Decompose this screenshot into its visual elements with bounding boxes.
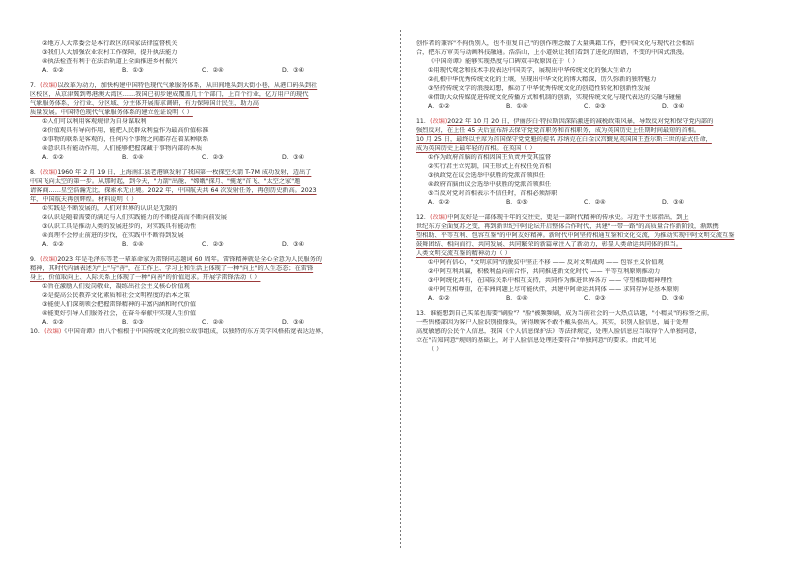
answer-item: ④真理不会停止前进的步伐，在实践中不断得到发展 <box>42 231 184 239</box>
answer-options <box>416 199 764 208</box>
option-a[interactable]: A．①② <box>42 318 64 326</box>
question-text: 一些售楼部因为客户人脸识别摄像头，害得顾客不敢不戴头套出入。其实，识别人脸信息，属于处理 <box>416 318 689 326</box>
answer-item: ④执法检查有利于在法治轨道上全面推进乡村振兴 <box>42 57 178 65</box>
question-text: 气象服务体系，分行业、分区域、分主体开展需求调研，有力保障国计民生，助力高 <box>30 99 259 107</box>
option-d[interactable]: D．③④ <box>662 294 685 302</box>
answer-item: ③坚持传统文学的浪漫幻想，推动了中华优秀传统文化的创造性转化和创新性发展 <box>428 84 651 92</box>
answer-options <box>30 67 378 76</box>
answer-item: ②实行君主立宪制，国王形式上有权任免首相 <box>428 162 552 170</box>
option-a[interactable]: A．①② <box>42 153 64 161</box>
question-number: 9． <box>30 255 41 263</box>
answer-item: ②是提高公民教养文化素质和社会文明程度的治本之策 <box>42 291 190 299</box>
option-b[interactable]: B．①③ <box>122 66 144 74</box>
question-8 <box>30 169 378 250</box>
question-text: 中阿友好是一部体现千年的交往史，更是一部时代精神的传承史。习近平主席指出，到上 <box>447 213 689 221</box>
option-d[interactable]: D．③④ <box>282 240 305 248</box>
question-number: 8． <box>30 168 41 176</box>
answer-item: ③能使人们深刻领会把握雷锋精神的丰富内涵和时代价值 <box>42 300 197 308</box>
question-tag: (改编) <box>40 168 58 176</box>
question-10-start <box>30 328 378 337</box>
answer-item: ①人们可以利用客观规律为自身谋取利 <box>42 117 147 125</box>
answer-item: ③我们人大加强农业农村工作保障，提升执法能力 <box>42 48 178 56</box>
question-text: 以改革为动力，加快构建中国特色现代气象服务体系，从田间地头到大街小巷，从港口码头到社 <box>57 81 318 89</box>
option-b[interactable]: B．①⑤ <box>506 198 528 206</box>
option-a[interactable]: A．①② <box>428 294 450 302</box>
question-number: 13． <box>416 309 431 317</box>
answer-item: ④能更好引导人们服务社会，在奋斗奉献中实现人生价值 <box>42 309 197 317</box>
question-text: 质量发展。中国特色现代气象服务体系的建立佐证说明（ ） <box>30 108 193 116</box>
question-text: 身上，价值取向上、人际关系上体现了一种"向善"的价值追求。开展学雷锋活动（ ） <box>30 273 261 281</box>
question-11 <box>416 118 764 208</box>
question-text: （ ） <box>428 345 443 353</box>
answer-item: ③执政党在议会选举中获胜的党派首领担任 <box>428 171 545 179</box>
question-text: 1960 年 2 月 19 日，上海南汇县老港镇发射了我国第一枚探空火箭 T-7M 成功发射，迈出了 <box>57 168 312 176</box>
option-c[interactable]: C．②③ <box>202 240 224 248</box>
option-c[interactable]: C．②④ <box>584 198 606 206</box>
answer-item: ③事物的联系是客观的，任何内个事物之间都存在着某种联系 <box>42 135 209 143</box>
question-7 <box>30 82 378 163</box>
answer-item: ④中阿互相尊重，在非洲问题上尽可能伙伴，共建中阿命运共同体 —— 求同存异是基本原则 <box>428 285 679 293</box>
answer-item: ②价值观具有导向作用，能把人民群众利益作为最高价值标准 <box>42 126 209 134</box>
answer-item: ③中阿统化共有，在国际关系中相互支持，共同作为推进世界各方 —— 守望相助精神理性 <box>428 276 673 284</box>
answer-item: ③认识工具是推动人类的发展进步的，对实践具有能动性 <box>42 222 197 230</box>
question-tag: (改编) <box>430 117 448 125</box>
question-12 <box>416 214 764 304</box>
question-number: 7． <box>30 81 41 89</box>
left-column <box>30 40 378 337</box>
answer-item: ②地方人大常委会是本行政区的国家法律监督机关 <box>42 40 178 47</box>
option-a[interactable]: A．①② <box>428 198 450 206</box>
option-d[interactable]: D．③④ <box>662 198 685 206</box>
answer-options <box>30 319 378 328</box>
option-a[interactable]: A．①② <box>42 66 64 74</box>
question-tag: (改编) <box>44 327 62 335</box>
option-d[interactable]: D．③④ <box>662 102 685 110</box>
question-text: 创作者的兼容"不拘伪别人，也不重复自己"的创作理念做了大量典籍工作，把中国文化与现代社会相结 <box>416 40 694 47</box>
option-b[interactable]: B．①④ <box>506 294 528 302</box>
question-text: 2022 年 10 月 20 日，伊丽莎白·特拉斯因深陷激进的减税政策风暴，导致反对党和保守党内部的 <box>447 117 714 125</box>
option-b[interactable]: B．①④ <box>122 240 144 248</box>
right-column <box>416 40 764 354</box>
answer-item: ⑤当反对党对首相表示不信任时，首相必须辞职 <box>428 189 558 197</box>
question-text: 立在"告知同意"规则的基础上，对于人脸信息处理还要符合"单独同意"的要求。由此可见 <box>416 336 657 344</box>
question-number: 11． <box>416 117 431 125</box>
question-text: 高度敏感的公民个人信息，我国《个人信息保护法》等法律规定，处理人脸信息应当取得个人单独同意， <box>416 327 701 335</box>
option-c[interactable]: C．②③ <box>584 102 606 110</box>
column-divider <box>400 30 401 550</box>
question-text: 请客商……星空浩瀚无比，探索永无止境。2022 年，中国航天共 64 次发射任务，再创历史新高。2023 <box>30 186 317 194</box>
question-text: 人类文明交流互鉴的精神动力（ ） <box>416 249 511 257</box>
question-tag: (改编) <box>430 213 448 221</box>
question-tag: (改编) <box>40 255 58 263</box>
option-c[interactable]: C．②④ <box>202 66 224 74</box>
answer-options <box>30 154 378 163</box>
option-c[interactable]: C．②④ <box>202 318 224 326</box>
option-d[interactable]: D．③④ <box>282 66 305 74</box>
answer-item: ②扎根中华优秀传统文化的土壤，呈现出中华文化的博大精深，历久弥新的独特魅力 <box>428 75 657 83</box>
question-text: 成为英国历史上最年轻的首相。在英国（ ） <box>416 144 536 152</box>
answer-item: ①中阿有信心，"文明求同"的脱贫中坚正不移 —— 反对文明战阀 —— 包容主义价值观 <box>428 258 664 266</box>
question-text: 《中国奇谭》能够实现热度与口碑双丰收原因在于（ ） <box>428 57 579 65</box>
answer-item: ②中阿互利共赢，积极利益向前合作，共同推进新文化时代 —— 平等互利原则推动力 <box>428 267 661 275</box>
option-a[interactable]: A．①② <box>42 240 64 248</box>
answer-options <box>416 295 764 304</box>
answer-item: ①用现代观念和技术手段表达中国美学，展现出中华传统文化的强大生命力 <box>428 66 632 74</box>
answer-item: ①作为政府首脑的首相因国王负责并受其监督 <box>428 153 552 161</box>
answer-item: ④意识具有能动作用，人们能够把握深藏于事物内部的本质 <box>42 144 203 152</box>
question-text: 世纪东方全面复苏之变，再到新世纪中阿论坛开启整体合作时代，共建"一带一路"的高质量合作新阶段，渐默携 <box>416 222 719 230</box>
question-number: 12． <box>416 213 431 221</box>
question-9 <box>30 256 378 328</box>
answer-item: ④政府首脑由议会选举中获胜的党派首领担任 <box>428 180 552 188</box>
answer-item: ①旨在激励人们爱岗敬业，凝练出社会主义核心价值观 <box>42 282 190 290</box>
question-tag: (改编) <box>40 81 58 89</box>
option-a[interactable]: A．①② <box>428 102 450 110</box>
question-text: 《中国奇谭》由八个植根于中国传统文化的独立故事组成，以独特的东方美学风格拓宽表达边界， <box>61 327 328 335</box>
question-13 <box>416 310 764 355</box>
answer-item: ①实践是不断发展的，人们对世界的认识是无限的 <box>42 204 178 212</box>
option-b[interactable]: B．①④ <box>122 153 144 161</box>
option-c[interactable]: C．②③ <box>584 294 606 302</box>
question-text: 望相助、平等互利、包容互鉴"的中阿友好精神。新时代中阿坚持相通互鉴和文化交流，为推动实现中阿文明交流互鉴 <box>416 231 735 239</box>
question-text: 合，把东方审美与动画科技融通。浩浩山，上小道妖让我们看到了进化的图谱，不变的中国式浪漫。 <box>416 48 689 56</box>
answer-item: ④借助大众传媒促进传统文化传播方式和机制的创新，实现传统文化与现代表达的交融与碰撞 <box>428 93 682 101</box>
answer-options <box>416 103 764 112</box>
question-text: 10 月 25 日，最终以主席为首国保守党党魁的提名 苏纳克在白金汉宫觐见英国国王查尔斯三世的证式任命， <box>416 135 712 143</box>
question-text: 强烈反对，在上任 45 天后宣布辞去保守党党首职务和首相职务，成为英国历史上任期时间最短的首相。 <box>416 126 701 134</box>
option-c[interactable]: C．②③ <box>202 153 224 161</box>
answer-item: ②认识是随着需要的满足与人们实践能力的不断提高而不断向前发展 <box>42 213 227 221</box>
question-text: 年，中国航天再创辉煌。材料说明（ ） <box>30 195 138 203</box>
option-d[interactable]: D．③④ <box>282 153 305 161</box>
question-text: 2023 年是毛泽东等老一辈革命家为雷锋同志题词 60 周年。雷锋精神就是全心全意为人民服务的 <box>57 255 322 263</box>
question-text: 区校区，从京津冀到粤港澳大湾区……我国已初步建成覆盖几十个部门，上百个行业，亿万用户的现代 <box>30 90 309 98</box>
option-d[interactable]: D．③④ <box>282 318 305 326</box>
question-text: 鼓舞团结、相向而行、共同发展、共同繁荣的新篇章注入了新动力，彰显人类命运共同体的担当。 <box>416 240 683 248</box>
question-number: 10． <box>30 327 45 335</box>
answer-options <box>30 241 378 250</box>
option-b[interactable]: B．①③ <box>122 318 144 326</box>
question-text: 谁能想到自己买菜也需要"刷脸"？"脸"被频频刷，成为当前社会的一大热点话题，"小精灵"的标签之前， <box>430 309 714 317</box>
question-text: 精神，其时代内涵表述为"上"与"善"，在工作上、学习上和生活上体现了一种"向上"的人生态态；在雷锋 <box>30 264 314 272</box>
option-b[interactable]: B．①④ <box>506 102 528 110</box>
question-text: 中国飞向太空的第一步。从那时起，到今天，"力箭"出舱、"嫦娥"探月、"揽龙"首飞、"太空之家"邀 <box>30 177 301 185</box>
